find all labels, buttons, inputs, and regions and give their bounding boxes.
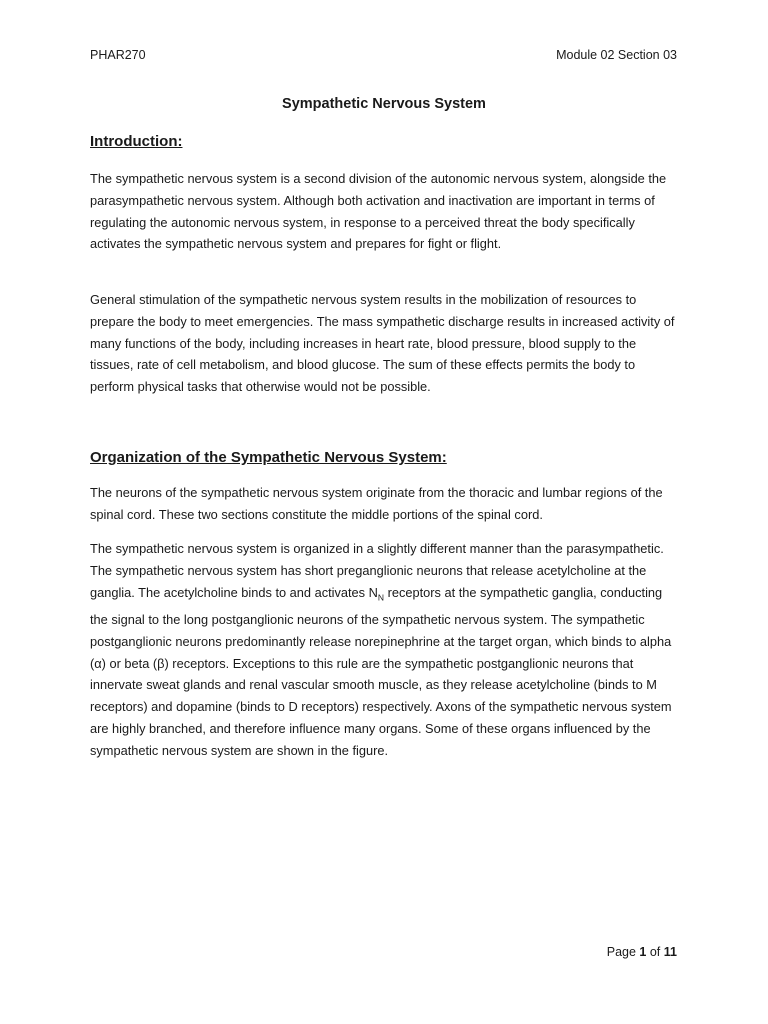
- intro-paragraph-1: The sympathetic nervous system is a second division of the autonomic nervous system, alongside the parasympathetic nervous system. Although both activation and inactivation are important in terms of regulating the autonomic nervous system, in response to a perceived threat the body specifically activates the sympathetic nervous system and prepares for fight or flight.: [90, 171, 667, 252]
- section-heading-introduction: Introduction:: [90, 133, 183, 150]
- organization-paragraph-2: [90, 538, 680, 762]
- header-course-code: PHAR270: [90, 48, 146, 62]
- page-footer: [607, 944, 677, 960]
- section-heading-organization: Organization of the Sympathetic Nervous System:: [90, 449, 447, 466]
- footer-total-pages: 11: [663, 945, 677, 959]
- document-title: Sympathetic Nervous System: [282, 96, 486, 112]
- organization-paragraph-2-part-1: The sympathetic nervous system is organized in a slightly different manner than the parasympathetic. The sympathetic nervous system has short preganglionic neurons that release acetylcholine at the ganglia. The acetylcholine binds to and activates N: [90, 541, 664, 600]
- footer-of-word: of: [649, 945, 661, 959]
- header-module-section: Module 02 Section 03: [556, 48, 677, 62]
- intro-paragraph-2: General stimulation of the sympathetic nervous system results in the mobilization of resources to prepare the body to meet emergencies. The mass sympathetic discharge results in increased activity of many functions of the body, including increases in heart rate, blood pressure, blood supply to the tissues, rate of cell metabolism, and blood glucose. The sum of these effects permits the body to perform physical tasks that otherwise would not be possible.: [90, 292, 675, 395]
- footer-page-word: Page: [606, 945, 636, 959]
- receptor-subscript: N: [377, 592, 385, 603]
- footer-page-number: 1: [639, 945, 647, 959]
- organization-paragraph-2-part-2: receptors at the sympathetic ganglia, conducting the signal to the long postganglionic neurons of the sympathetic nervous system. The sympathetic postganglionic neurons predominantly release norepinephrine at the target organ, which binds to alpha (α) or beta (β) receptors. Exceptions to this rule are the sympathetic postganglionic neurons that innervate sweat glands and renal vascular smooth muscle, as they release acetylcholine (binds to M receptors) and dopamine (binds to D receptors) respectively. Axons of the sympathetic nervous system are highly branched, and therefore influence many organs. Some of these organs influenced by the sympathetic nervous system are shown in the figure.: [90, 584, 672, 758]
- organization-paragraph-1: The neurons of the sympathetic nervous system originate from the thoracic and lumbar regions of the spinal cord. These two sections constitute the middle portions of the spinal cord.: [90, 485, 663, 522]
